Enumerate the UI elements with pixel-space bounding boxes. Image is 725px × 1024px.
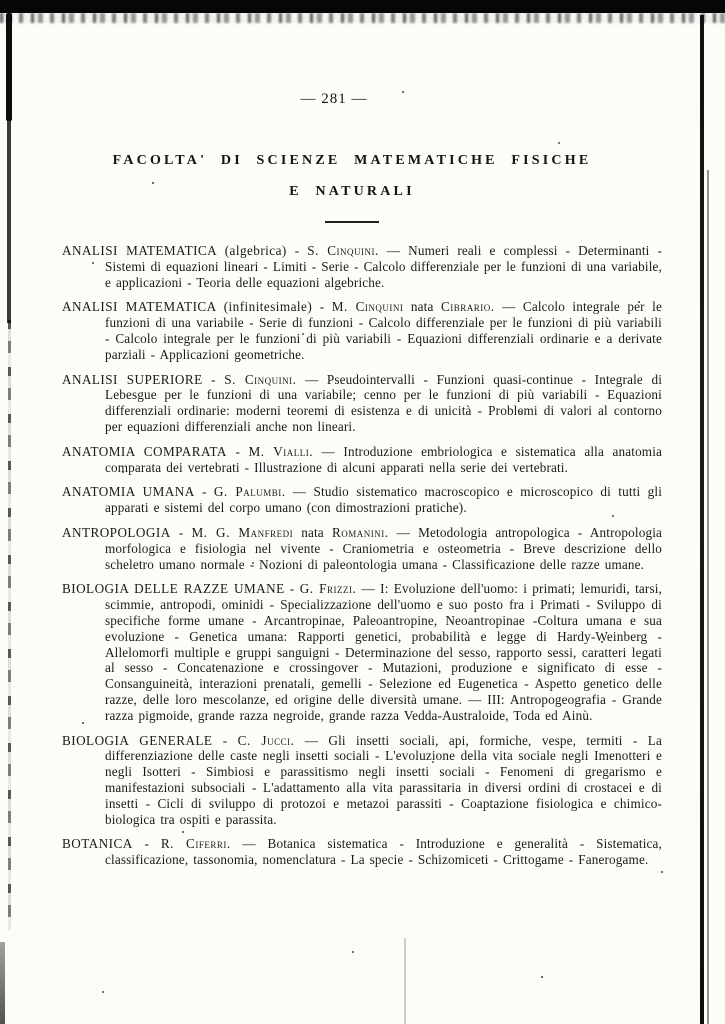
course-list	[62, 243, 662, 868]
course-professor: S. Cinquini.	[224, 371, 297, 387]
course-heading: BIOLOGIA GENERALE	[62, 732, 213, 748]
course-entry: ANALISI SUPERIORE - S. Cinquini. — Pseudointervalli - Funzioni quasi-continue - Integrale di Lebesgue per le funzioni di una variabile; cenno per le funzioni di più variabili - Equazioni differenziali ordinarie: moderni teoremi di esistenza e di unicità - Problemi di valori al contorno per equazioni differenziali anche non lineari.	[62, 371, 663, 434]
course-description: Metodologia antropologica - Antropologia morfologica e fisiologia nel vivente - Craniometria e osteometria - Breve descrizione dello scheletro umano normale - Nozioni di paleontologia umana - Classificazione delle razze umane.	[105, 524, 663, 572]
scan-page-edge-right-secondary	[707, 170, 709, 1024]
course-heading: ANALISI MATEMATICA (algebrica)	[62, 243, 287, 258]
course-entry: ANALISI MATEMATICA (algebrica) - S. Cinquini. — Numeri reali e complessi - Determinanti - Sistemi di equazioni lineari - Limiti - Serie - Calcolo differenziale per le funzioni di una variabile, e applicazioni - Teoria delle equazioni algebriche.	[62, 243, 663, 290]
scan-bottom-crease	[404, 938, 406, 1024]
course-entry: BOTANICA - R. Ciferri. — Botanica sistematica - Introduzione e generalità - Sistematica, classificazione, tassonomia, nomenclatura - La specie - Schizomiceti - Crittogame - Fanerogame.	[62, 836, 662, 868]
course-heading: ANALISI MATEMATICA (infinitesimale)	[62, 299, 313, 315]
course-heading: BIOLOGIA DELLE RAZZE UMANE	[62, 581, 285, 597]
scan-binding-streak-top	[6, 13, 12, 121]
course-entry: ANATOMIA UMANA - G. Palumbi. — Studio sistematico macroscopico e microscopico di tutti gli apparati e sistemi del corpo umano (con dimostrazioni pratiche).	[62, 484, 663, 516]
course-professor: C. Jucci.	[237, 732, 295, 748]
scan-page-edge-right	[700, 15, 704, 1024]
course-description: Botanica sistematica - Introduzione e generalità - Sistematica, classificazione, tassonomia, nomenclatura - La specie - Schizomiceti - Crittogame - Fanerogame.	[105, 836, 662, 868]
course-professor: G. Frizzi.	[299, 581, 357, 597]
course-professor: R. Ciferri.	[160, 836, 231, 852]
course-description: Numeri reali e complessi - Determinanti - Sistemi di equazioni lineari - Limiti - Serie - Calcolo differenziale per le funzioni di una variabile, e applicazioni - Teoria delle equazioni algebriche.	[105, 243, 663, 290]
course-heading: ANATOMIA COMPARATA	[62, 443, 227, 459]
scan-binding-streak-low	[8, 320, 11, 930]
course-description: Studio sistematico macroscopico e microscopico di tutti gli apparati e sistemi del corpo umano (con dimostrazioni pratiche).	[105, 484, 663, 516]
title-rule	[325, 221, 379, 223]
course-heading: BOTANICA	[62, 836, 133, 852]
course-entry: ANTROPOLOGIA - M. G. Manfredi nata Romanini. — Metodologia antropologica - Antropologia morfologica e fisiologia nel vivente - Craniometria e osteometria - Breve descrizione dello scheletro umano normale - Nozioni di paleontologia umana - Classificazione delle razze umane.	[62, 524, 663, 572]
faculty-title	[52, 145, 652, 207]
course-description: Introduzione embriologica e sistematica alla anatomia comparata dei vertebrati - Illustrazione di alcuni apparati nella serie dei vertebrati.	[105, 443, 663, 475]
course-professor: S. Cinquini.	[307, 243, 379, 258]
course-heading: ANALISI SUPERIORE	[62, 371, 203, 387]
course-professor: nata	[293, 524, 332, 540]
faculty-title-line1: FACOLTA' DI SCIENZE MATEMATICHE FISICHE	[112, 153, 592, 168]
page-content-column	[62, 90, 662, 877]
faculty-title-line2: E NATURALI	[289, 184, 415, 199]
course-heading: ANTROPOLOGIA	[62, 524, 171, 540]
scan-binding-streak-mid	[7, 118, 11, 323]
course-professor: nata	[403, 299, 441, 315]
course-entry: ANATOMIA COMPARATA - M. Vialli. — Introduzione embriologica e sistematica alla anatomia comparata dei vertebrati - Illustrazione di alcuni apparati nella serie dei vertebrati.	[62, 443, 663, 475]
scan-specks	[0, 0, 2, 2]
course-entry: BIOLOGIA DELLE RAZZE UMANE - G. Frizzi. — I: Evoluzione dell'uomo: i primati; lemuridi, tarsi, scimmie, antropodi, ominidi - Specializzazione dell'uomo e suo posto fra i Primati - Sviluppo di specifiche forme umane - Arcantropinae, Paleoantropine, Neoantropinae -Coltura umana e sua evoluzione - Genetica umana: Rapporti genetici, probabilità e legge di Hardy-Weinberg - Allelomorfi multiple e gruppi sanguigni - Determinazione del sesso, rapporto sessi, caratteri legati al sesso - Concatenazione e crossingover - Mutazioni, produzione e significato di esse - Consanguineità, interazioni prenatali, gemelli - Selezione ed Eugenetica - Aspetto genetico delle razze, delle loro mescolanze, ed origine delle diversità umane. — III: Antropogeografia - Grande razza pigmoide, grande razza negroide, grande razza Vedda-Australoide, Toda ed Ainù.	[62, 581, 663, 723]
scan-top-band	[0, 0, 725, 13]
scan-top-ragged-edge	[0, 13, 725, 23]
course-description: Gli insetti sociali, api, formiche, vespe, termiti - La differenziazione delle caste negli insetti sociali - L'evoluzione della vita sociale negli Imenotteri e negli Isotteri - Simbiosi e parassitismo negli insetti sociali - Fenomeni di gregarismo e manifestazioni subsociali - L'adattamento alla vita parassitaria in diversi ordini di crostacei e di insetti - Cicli di sviluppo di protozoi e metazoi parassiti - Coaptazione fisiologica e chimico-biologica tra ospiti e parassita.	[105, 732, 663, 827]
course-description: Calcolo integrale per le funzioni di una variabile - Serie di funzioni - Calcolo differenziale per le funzioni di più variabili - Calcolo integrale per le funzioni di più variabili - Equazioni differenziali ordinarie e a derivate parziali - Applicazioni geometriche.	[105, 299, 663, 362]
course-entry: ANALISI MATEMATICA (infinitesimale) - M. Cinquini nata Cibrario. — Calcolo integrale per le funzioni di una variabile - Serie di funzioni - Calcolo differenziale per le funzioni di più variabili - Calcolo integrale per le funzioni di più variabili - Equazioni differenziali ordinarie e a derivate parziali - Applicazioni geometriche.	[62, 299, 663, 362]
course-entry: BIOLOGIA GENERALE - C. Jucci. — Gli insetti sociali, api, formiche, vespe, termiti - La differenziazione delle caste negli insetti sociali - L'evoluzione della vita sociale negli Imenotteri e negli Isotteri - Simbiosi e parassitismo negli insetti sociali - Fenomeni di gregarismo e manifestazioni subsociali - L'adattamento alla vita parassitaria in diversi ordini di crostacei e di insetti - Cicli di sviluppo di protozoi e metazoi parassiti - Coaptazione fisiologica e chimico-biologica tra ospiti e parassita.	[62, 732, 663, 827]
course-professor: Romanini.	[331, 524, 389, 540]
course-professor: M. G. Manfredi	[191, 524, 294, 540]
course-professor: M. Cinquini	[331, 299, 404, 315]
course-professor: G. Palumbi.	[213, 484, 286, 500]
course-description: Pseudointervalli - Funzioni quasi-continue - Integrale di Lebesgue per le funzioni di una variabile; cenno per le funzioni di più variabili - Equazioni differenziali ordinarie: moderni teoremi di esistenza e di unicità - Problemi di valori al contorno per equazioni differenziali anche non lineari.	[105, 371, 663, 434]
course-description: I: Evoluzione dell'uomo: i primati; lemuridi, tarsi, scimmie, antropodi, ominidi - Specializzazione dell'uomo e suo posto fra i Primati - Sviluppo di specifiche forme umane - Arcantropinae, Paleoantropine, Neoantropinae -Coltura umana e sua evoluzione - Genetica umana: Rapporti genetici, probabilità e legge di Hardy-Weinberg - Allelomorfi multiple e gruppi sanguigni - Determinazione del sesso, rapporto sessi, caratteri legati al sesso - Concatenazione e crossingover - Mutazioni, produzione e significato di esse - Consanguineità, interazioni prenatali, gemelli - Selezione ed Eugenetica - Aspetto genetico delle razze, delle loro mescolanze, ed origine delle diversità umane. — III: Antropogeografia - Grande razza pigmoide, grande razza negroide, grande razza Vedda-Australoide, Toda ed Ainù.	[105, 581, 663, 723]
course-heading: ANATOMIA UMANA	[62, 484, 195, 500]
course-professor: M. Vialli.	[248, 443, 314, 459]
course-professor: Cibrario.	[440, 299, 495, 315]
page-number: — 281 —	[300, 91, 368, 107]
scan-bottom-smudge	[0, 942, 5, 1024]
